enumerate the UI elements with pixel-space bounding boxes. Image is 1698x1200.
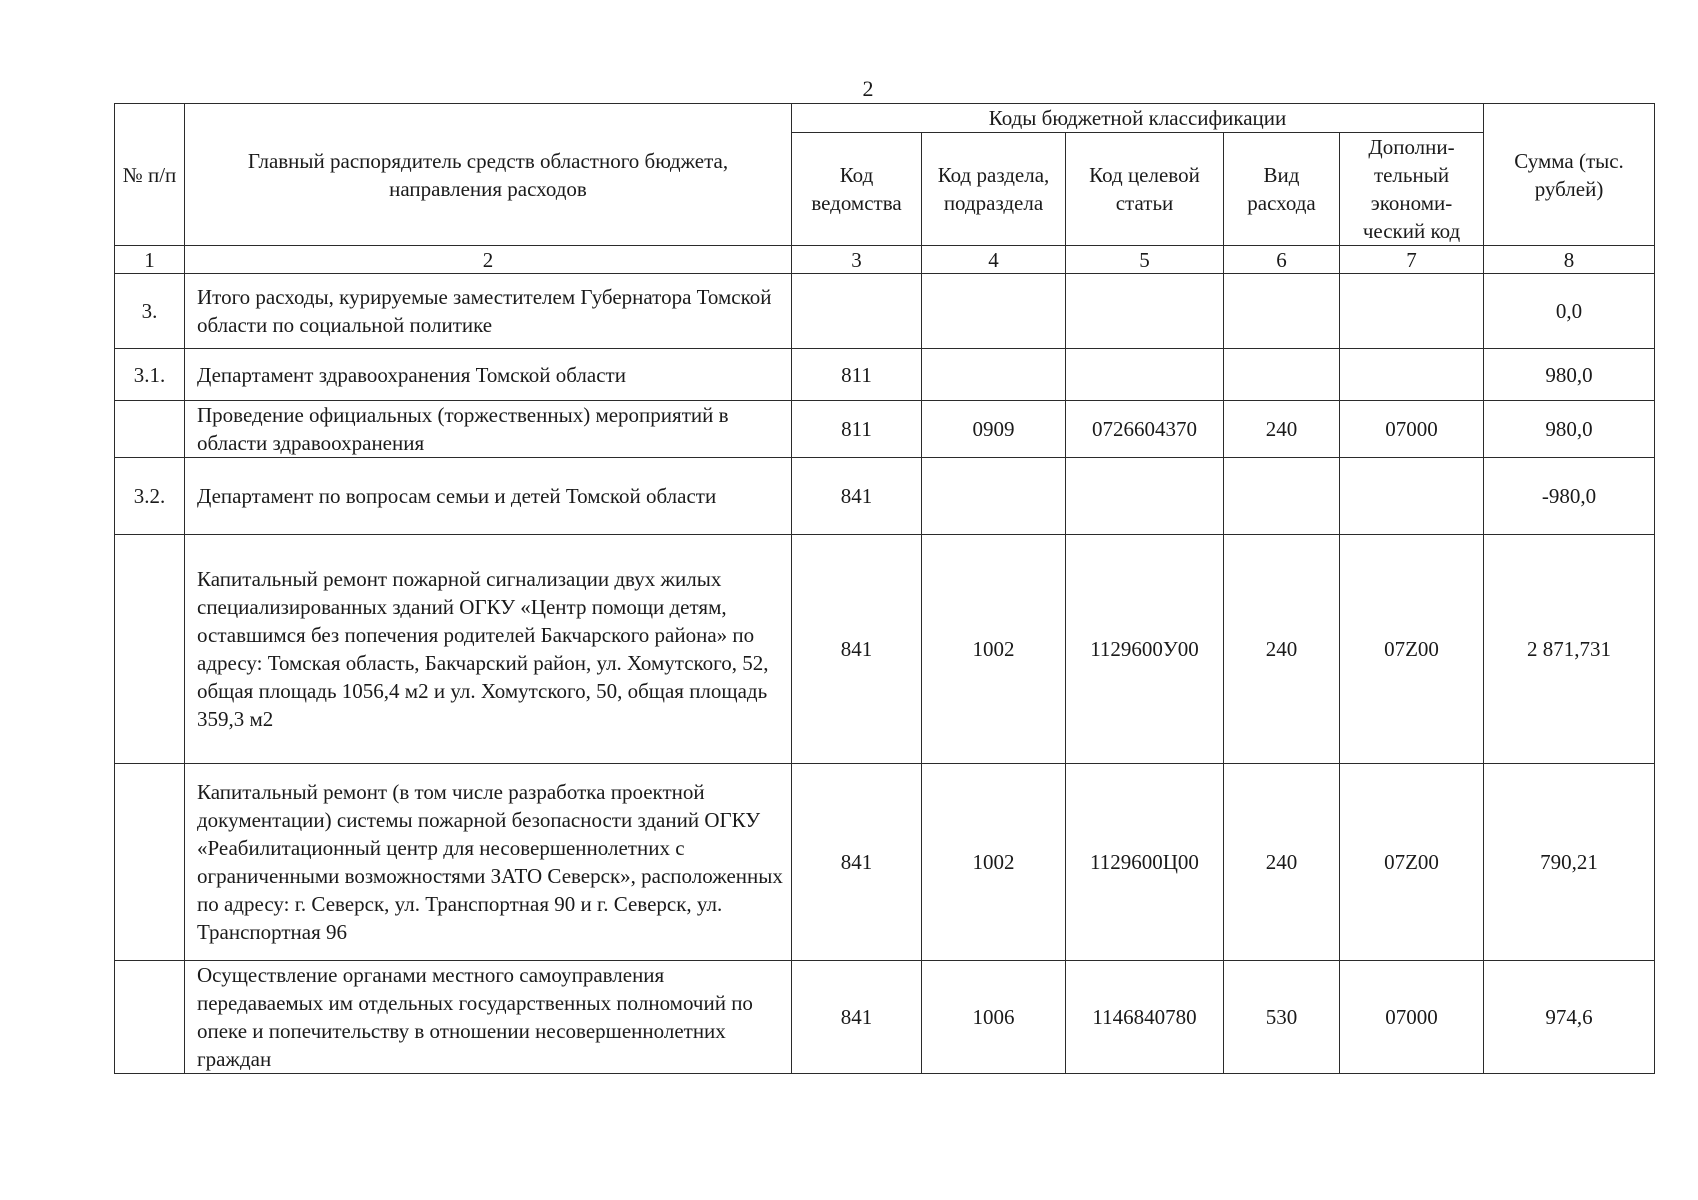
row-name: Капитальный ремонт (в том числе разработка проектной документации) системы пожарной безопасности зданий ОГКУ «Реабилитационный центр для несовершеннолетних с ограниченными возможностями ЗАТО Северск», расположенных по адресу: г. Северск, ул. Транспортная 90 и г. Северск, ул. Транспортная 96 [185,764,792,961]
table-row [115,349,1655,401]
row-num [115,535,185,764]
row-section: 1006 [922,961,1066,1074]
header-expense-type: Вид расхода [1224,133,1340,246]
row-dept: 841 [792,764,922,961]
row-dept [792,274,922,349]
header-codes-group: Коды бюджетной классификации [792,104,1484,133]
row-econ: 07000 [1340,961,1484,1074]
row-econ [1340,349,1484,401]
row-type: 530 [1224,961,1340,1074]
row-econ: 07Z00 [1340,535,1484,764]
row-name: Капитальный ремонт пожарной сигнализации двух жилых специализированных зданий ОГКУ «Центр помощи детям, оставшимся без попечения родителей Бакчарского района» по адресу: Томская область, Бакчарский район, ул. Хомутского, 52, общая площадь 1056,4 м2 и ул. Хомутского, 50, общая площадь 359,3 м2 [185,535,792,764]
budget-table [114,103,1655,1074]
row-section [922,349,1066,401]
row-econ: 07000 [1340,401,1484,458]
row-econ [1340,274,1484,349]
row-num [115,961,185,1074]
column-number: 5 [1066,246,1224,274]
row-dept: 841 [792,535,922,764]
column-number: 8 [1484,246,1655,274]
row-section: 1002 [922,535,1066,764]
row-dept: 811 [792,401,922,458]
row-dept: 841 [792,458,922,535]
header-target-code: Код целевой статьи [1066,133,1224,246]
row-dept: 841 [792,961,922,1074]
row-sum: 790,21 [1484,764,1655,961]
row-sum: 980,0 [1484,349,1655,401]
row-type: 240 [1224,401,1340,458]
header-econ-code: Дополни-тельный экономи-ческий код [1340,133,1484,246]
column-number: 3 [792,246,922,274]
header-sum: Сумма (тыс. рублей) [1484,104,1655,246]
table-row [115,961,1655,1074]
table-row [115,764,1655,961]
column-number: 7 [1340,246,1484,274]
row-type: 240 [1224,535,1340,764]
row-type: 240 [1224,764,1340,961]
row-econ [1340,458,1484,535]
row-num: 3.2. [115,458,185,535]
column-number: 1 [115,246,185,274]
row-type [1224,349,1340,401]
row-name: Департамент по вопросам семьи и детей Томской области [185,458,792,535]
table-row [115,535,1655,764]
row-num: 3.1. [115,349,185,401]
row-num [115,401,185,458]
row-name: Департамент здравоохранения Томской области [185,349,792,401]
row-target [1066,458,1224,535]
column-number: 2 [185,246,792,274]
column-number: 4 [922,246,1066,274]
row-sum: 0,0 [1484,274,1655,349]
row-section: 1002 [922,764,1066,961]
column-number-row [115,246,1655,274]
row-sum: 2 871,731 [1484,535,1655,764]
row-num [115,764,185,961]
row-section [922,274,1066,349]
row-section: 0909 [922,401,1066,458]
header-num: № п/п [115,104,185,246]
row-dept: 811 [792,349,922,401]
header-dept-code: Код ведомства [792,133,922,246]
row-sum: 980,0 [1484,401,1655,458]
header-section-code: Код раздела, подраздела [922,133,1066,246]
row-name: Проведение официальных (торжественных) мероприятий в области здравоохранения [185,401,792,458]
table-row [115,458,1655,535]
row-num: 3. [115,274,185,349]
page-number: 2 [862,76,874,101]
row-name: Итого расходы, курируемые заместителем Губернатора Томской области по социальной политике [185,274,792,349]
table-row [115,401,1655,458]
row-target: 1129600Ц00 [1066,764,1224,961]
row-sum: 974,6 [1484,961,1655,1074]
row-target: 1146840780 [1066,961,1224,1074]
row-sum: -980,0 [1484,458,1655,535]
row-econ: 07Z00 [1340,764,1484,961]
row-type [1224,458,1340,535]
row-target [1066,349,1224,401]
row-target: 1129600У00 [1066,535,1224,764]
header-main: Главный распорядитель средств областного бюджета, направления расходов [185,104,792,246]
row-section [922,458,1066,535]
row-name: Осуществление органами местного самоуправления передаваемых им отдельных государственных полномочий по опеке и попечительству в отношении несовершеннолетних граждан [185,961,792,1074]
header-row-group [115,104,1655,133]
row-type [1224,274,1340,349]
column-number: 6 [1224,246,1340,274]
row-target [1066,274,1224,349]
row-target: 0726604370 [1066,401,1224,458]
table-row [115,274,1655,349]
